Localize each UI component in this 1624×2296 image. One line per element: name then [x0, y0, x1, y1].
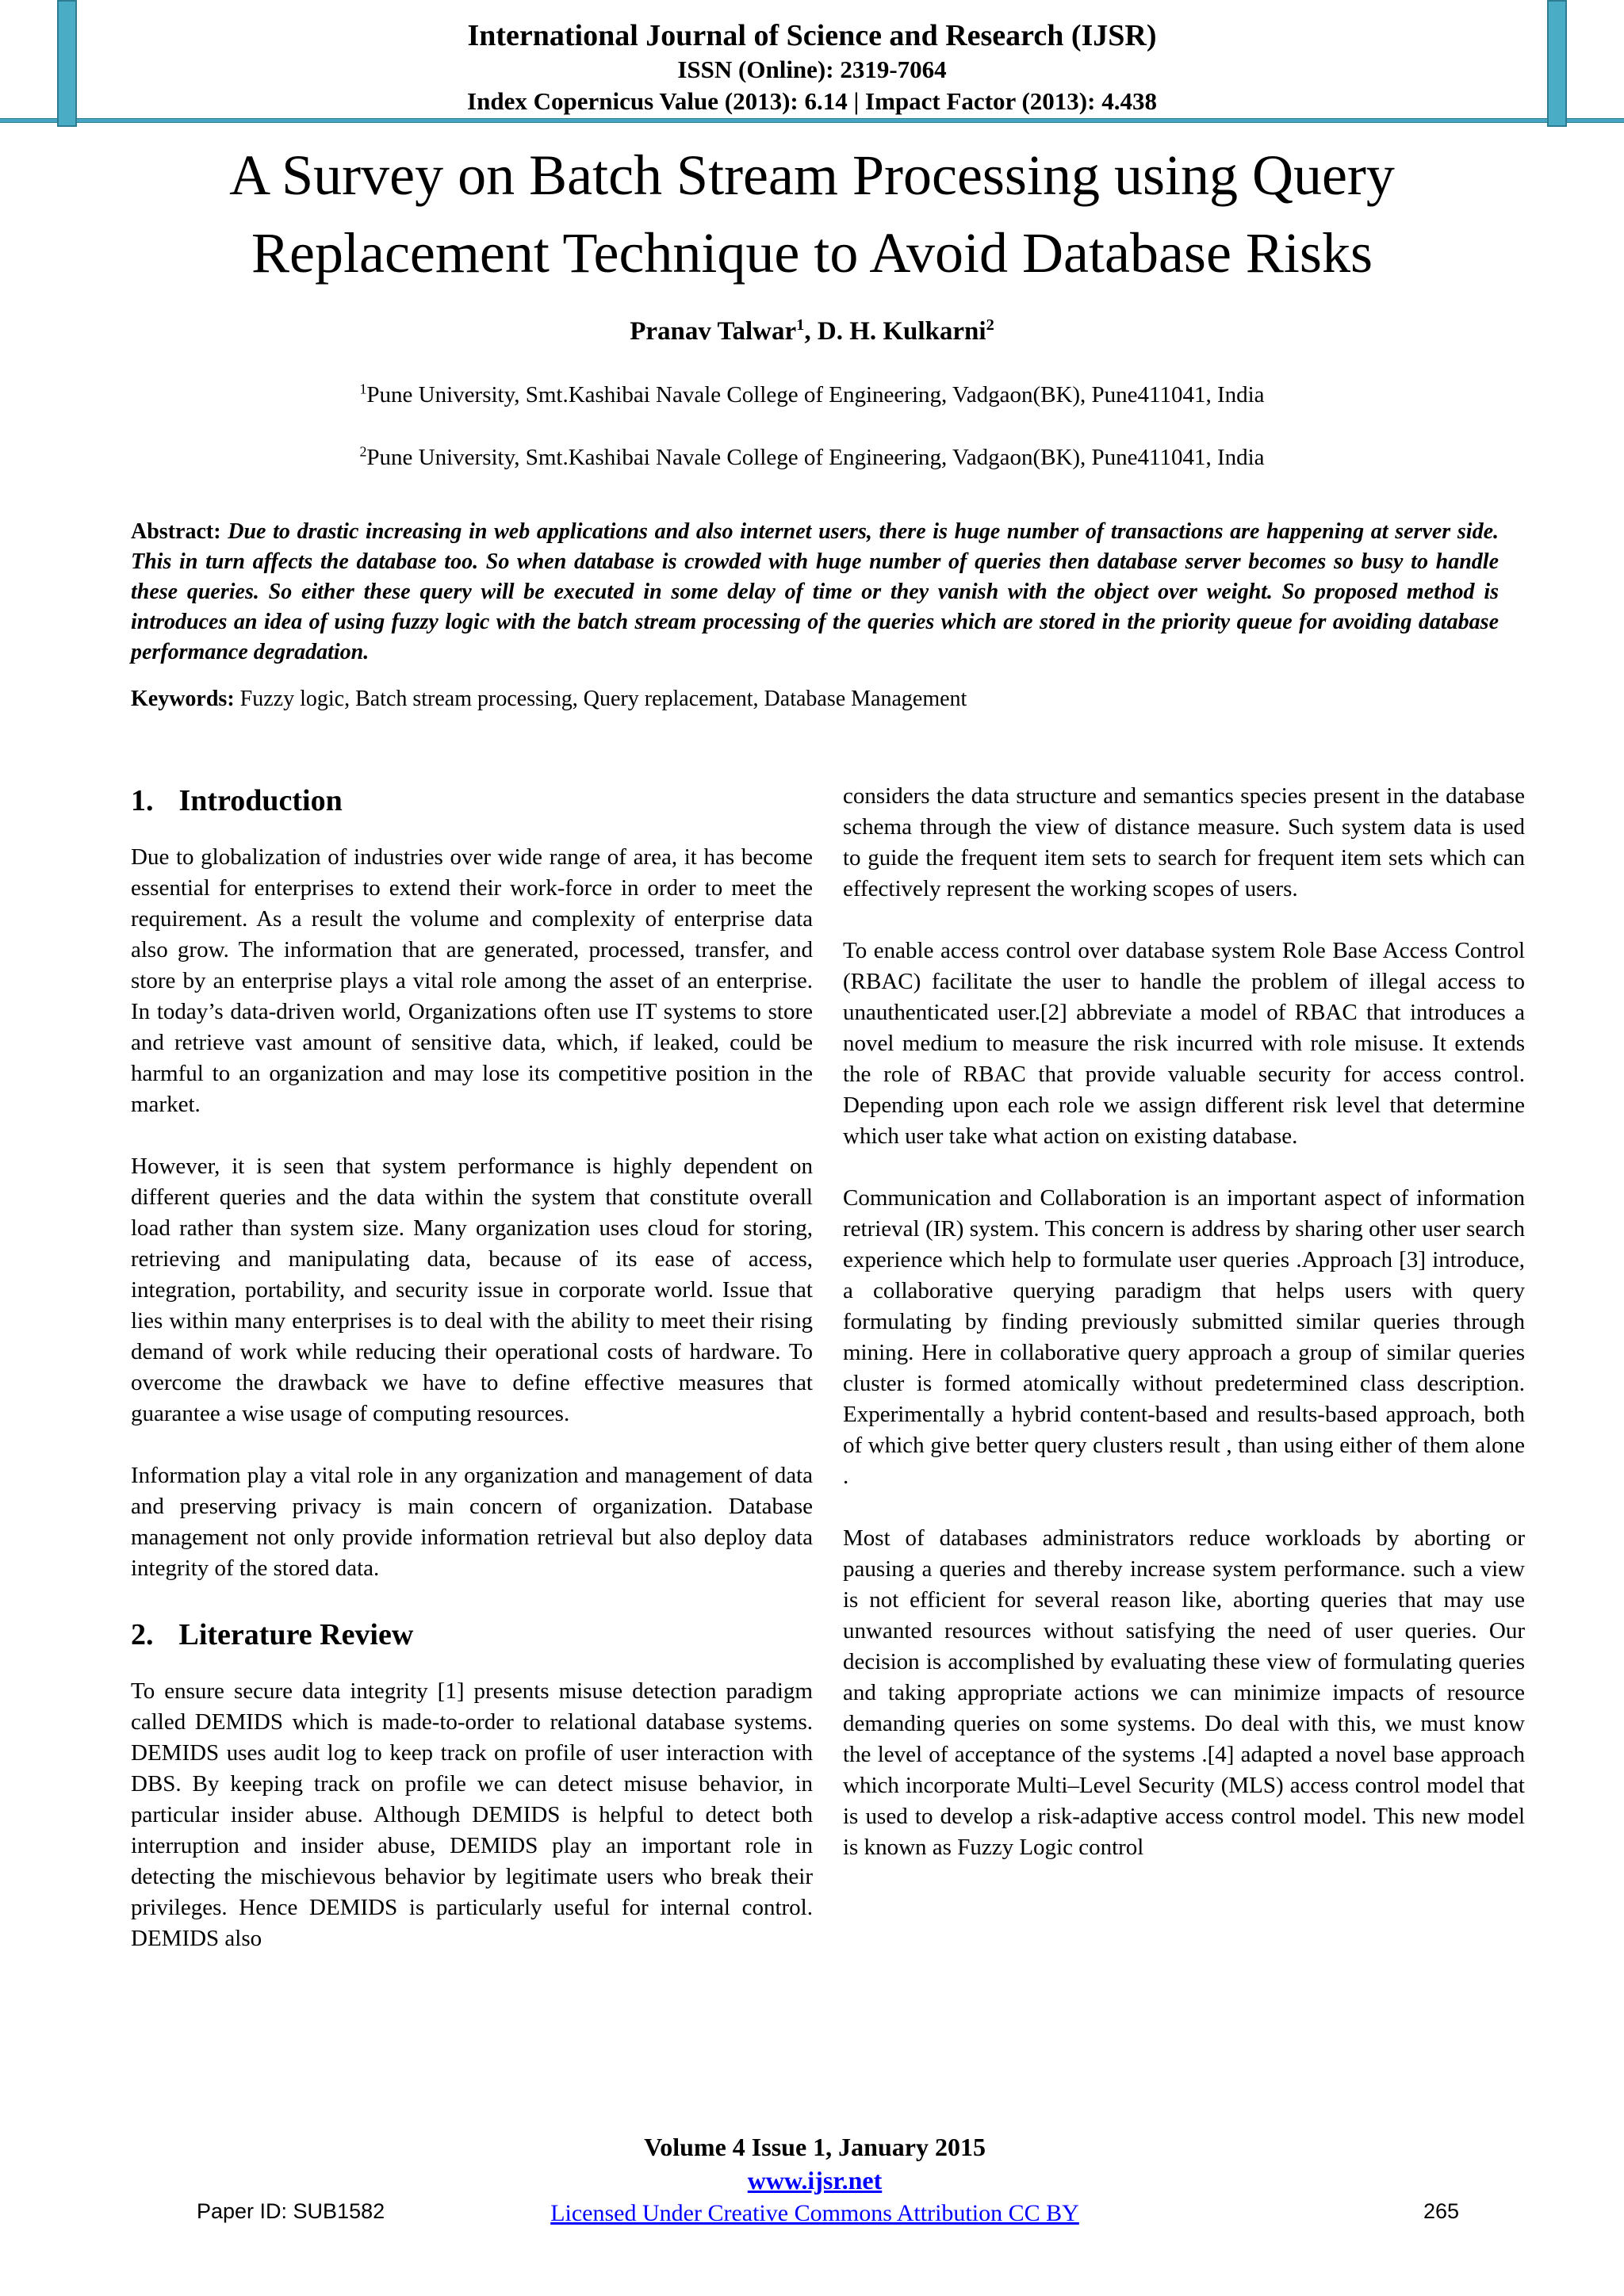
right-paragraph-2: To enable access control over database system Role Base Access Control (RBAC) facilitate the user to handle the problem of illegal access to unauthenticated user.[2] abbreviate a model of RBAC that introduces a novel medium to measure the risk incurred with role misuse. It extends the role of RBAC that provide valuable security for access control. Depending upon each role we assign different risk level that determine which user take what action on existing database. [843, 938, 1525, 1149]
keywords [131, 687, 1499, 712]
intro-paragraph-2: However, it is seen that system performance is highly dependent on different queries and the data within the system that constitute overall load rather than system size. Many organization uses cloud for storing, retrieving and manipulating data, because of its ease of access, integration, portability, and security issue in corporate world. Issue that lies within many enterprises is to deal with the ability to meet their rising demand of work while reducing their operational costs of hardware. To overcome the drawback we have to define effective measures that guarantee a wise usage of computing resources. [131, 1154, 813, 1426]
authors-separator: , [804, 317, 818, 346]
literature-paragraph-1: To ensure secure data integrity [1] presents misuse detection paradigm called DEMIDS which is made-to-order to relational database systems. DEMIDS uses audit log to keep track on profile of user interaction with DBS. By keeping track on profile we can detect misuse behavior, in particular insider abuse. Although DEMIDS is helpful to detect both interruption and insider abuse, DEMIDS play an important role in detecting the mischievous behavior by legitimate users who break their privileges. Hence DEMIDS is particularly useful for internal control. DEMIDS also [131, 1678, 813, 1951]
index-copernicus-line: Index Copernicus Value (2013): 6.14 | Impact Factor (2013): 4.438 [467, 87, 1157, 115]
affiliation-line-1 [114, 382, 1510, 408]
affiliation-superscript-1: 1 [359, 381, 367, 397]
keywords-label: Keywords: [131, 687, 235, 711]
ijsr-link[interactable]: www.ijsr.net [747, 2166, 883, 2195]
left-column [131, 781, 813, 1985]
page-number: 265 [1423, 2199, 1459, 2223]
author-name-2: D. H. Kulkarni [817, 317, 986, 346]
header-right-accent-bar [1547, 0, 1567, 127]
author-superscript-2: 2 [986, 316, 994, 334]
affiliations [114, 382, 1510, 507]
section-number-2: 2. [131, 1618, 154, 1651]
section-title-literature-review: Literature Review [178, 1618, 414, 1651]
paper-title: A Survey on Batch Stream Processing using Query Replacement Technique to Avoid Database Risks [229, 144, 1395, 285]
paper-id: Paper ID: SUB1582 [197, 2199, 385, 2223]
right-paragraph-1: considers the data structure and semantics species present in the database schema through the view of distance measure. Such system data is used to guide the frequent item sets to search for frequent item sets which can effectively represent the working scopes of users. [843, 783, 1525, 901]
right-column [843, 781, 1525, 1894]
cc-license-link[interactable]: Licensed Under Creative Commons Attribution CC BY [550, 2200, 1079, 2226]
journal-header [127, 17, 1497, 117]
abstract-label: Abstract: [131, 519, 221, 544]
intro-paragraph-3: Information play a vital role in any organization and management of data and preserving privacy is main concern of organization. Database management not only provide information retrieval but also deploy data integrity of the stored data. [131, 1463, 813, 1581]
authors-line [114, 317, 1510, 346]
section-heading-introduction [131, 781, 813, 821]
header-left-accent-bar [57, 0, 77, 127]
right-paragraph-3: Communication and Collaboration is an important aspect of information retrieval (IR) system. This concern is address by sharing other user search experience which help to formulate user queries .Approach [3] introduce, a collaborative querying paradigm that helps users with query formulating by finding previously submitted similar queries through mining. Here in collaborative query approach a group of similar queries cluster is formed atomically without predetermined class description. Experimentally a hybrid content-based and results-based approach, both of which give better query clusters result , than using either of them alone . [843, 1185, 1525, 1489]
author-name-1: Pranav Talwar [630, 317, 797, 346]
intro-paragraph-1: Due to globalization of industries over wide range of area, it has become essential for enterprises to extend their work-force in order to meet the requirement. As a result the volume and complexity of enterprise data also grow. The information that are generated, processed, transfer, and store by an enterprise plays a vital role among the asset of an enterprise. In today’s data-driven world, Organizations often use IT systems to store and retrieve vast amount of sensitive data, which, if leaked, could be harmful to an organization and may lose its competitive position in the market. [131, 844, 813, 1117]
author-superscript-1: 1 [796, 316, 805, 334]
abstract [131, 517, 1499, 668]
footer-volume-line: Volume 4 Issue 1, January 2015 [644, 2133, 986, 2161]
affiliation-text-1: Pune University, Smt.Kashibai Navale College of Engineering, Vadgaon(BK), Pune411041, India [366, 382, 1265, 408]
header-rule [0, 118, 1624, 123]
keywords-text: Fuzzy logic, Batch stream processing, Query replacement, Database Management [239, 687, 967, 711]
footer-site-line [131, 2163, 1499, 2198]
abstract-text: Due to drastic increasing in web applications and also internet users, there is huge number of transactions are happening at server side. This in turn affects the database too. So when database is crowded with huge number of queries then database server becomes so busy to handle these queries. So either these query will be executed in some delay of time or they vanish with the object over weight. So proposed method is introduces an idea of using fuzzy logic with the batch stream processing of the queries which are stored in the priority queue for avoiding database performance degradation. [131, 519, 1499, 664]
affiliation-text-2: Pune University, Smt.Kashibai Navale College of Engineering, Vadgaon(BK), Pune411041, India [366, 445, 1265, 470]
affiliation-line-2 [114, 445, 1510, 471]
journal-title: International Journal of Science and Research (IJSR) [467, 19, 1157, 52]
section-heading-literature-review [131, 1615, 813, 1655]
section-number-1: 1. [131, 784, 154, 817]
affiliation-superscript-2: 2 [359, 443, 367, 460]
section-title-introduction: Introduction [178, 784, 343, 817]
issn-line: ISSN (Online): 2319-7064 [677, 55, 947, 83]
right-paragraph-4: Most of databases administrators reduce workloads by aborting or pausing a queries and thereby increase system performance. such a view is not efficient for several reason like, aborting queries that may use unwanted resources without satisfying the need of user queries. Our decision is accomplished by evaluating these view of formulating queries and taking appropriate actions we can minimize impacts of resource demanding queries on some systems. Do deal with this, we must know the level of acceptance of the systems .[4] adapted a novel base approach which incorporate Multi–Level Security (MLS) access control model that is used to develop a risk-adaptive access control model. This new model is known as Fuzzy Logic control [843, 1525, 1525, 1860]
